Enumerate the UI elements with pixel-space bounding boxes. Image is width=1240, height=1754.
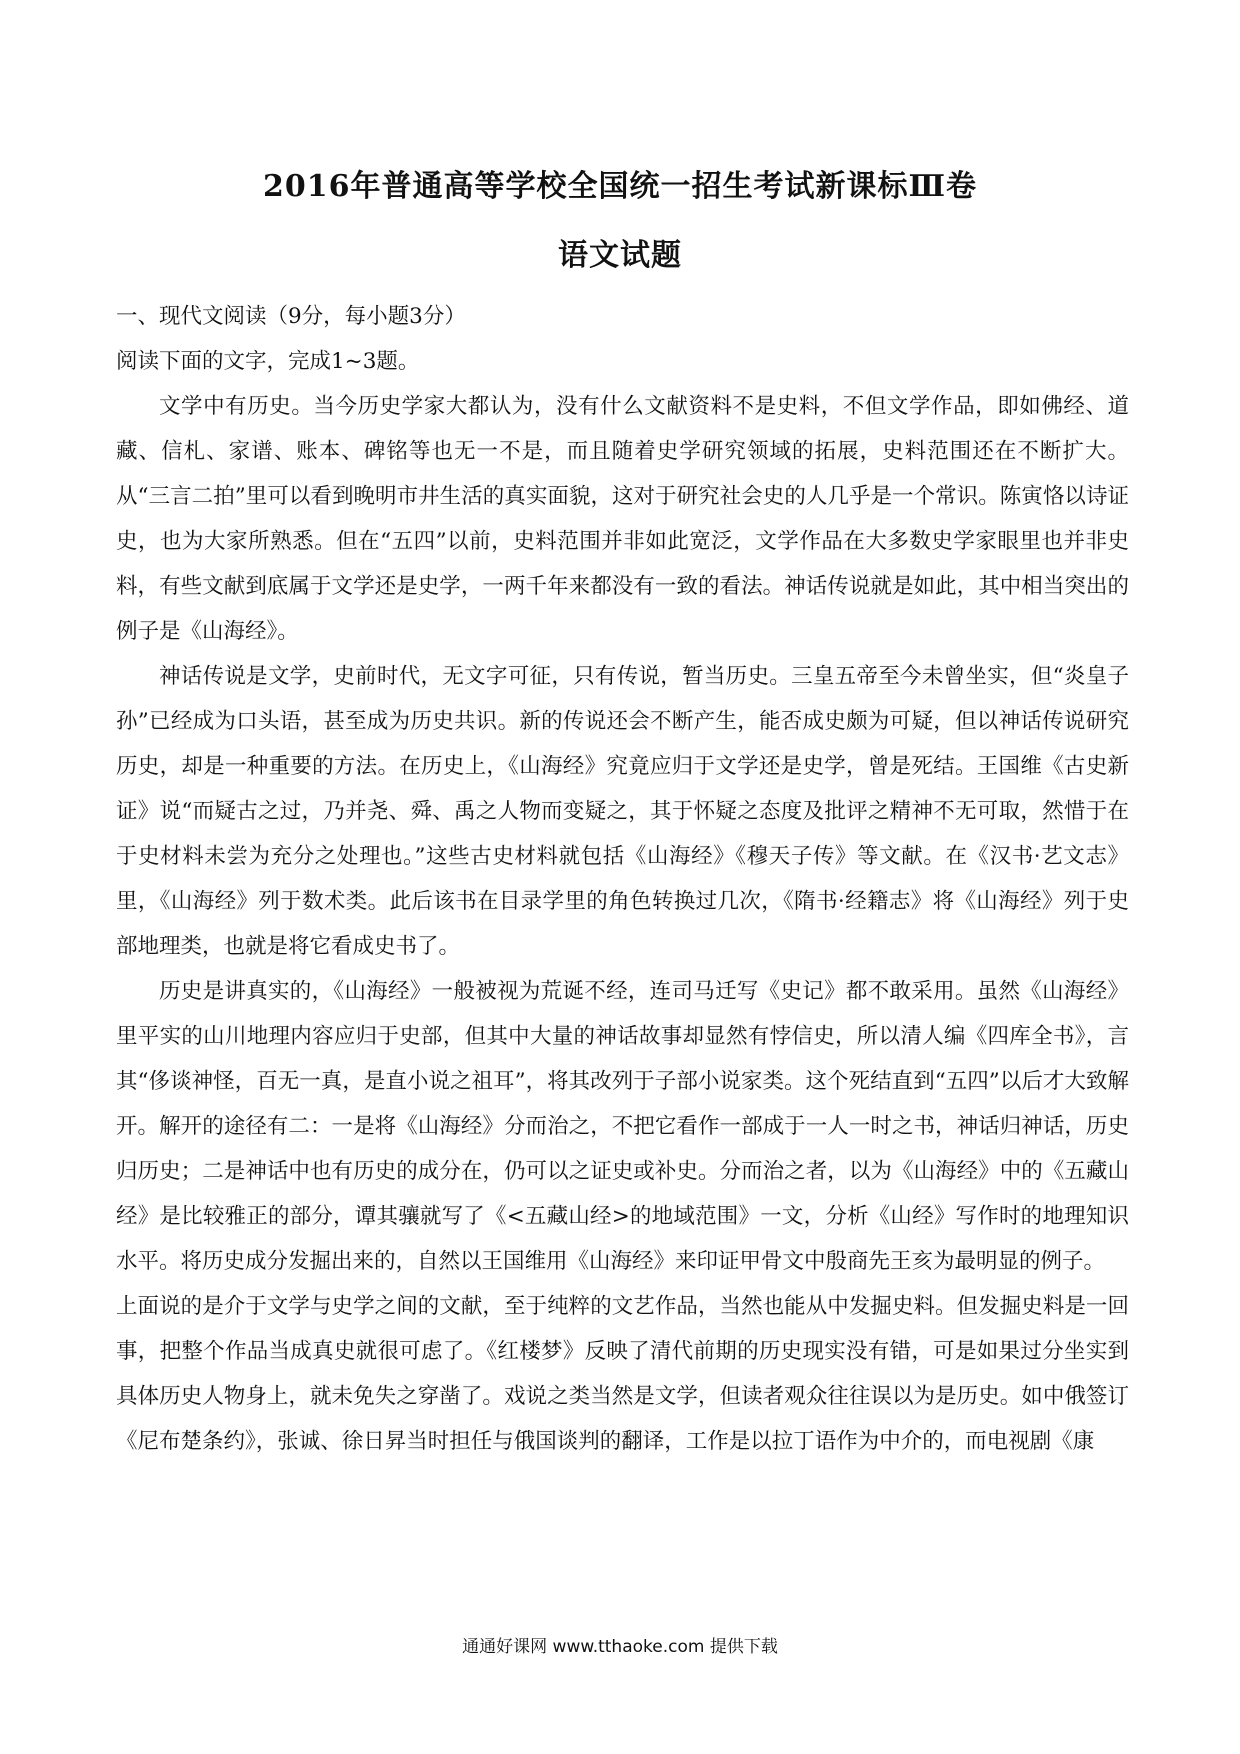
document-body [116,294,1129,1464]
section-heading: 一、现代文阅读（9分，每小题3分） [116,304,466,329]
page-footer: 通通好课网 www.tthaoke.com 提供下载 [462,1637,778,1657]
paragraph-3: 历史是讲真实的，《山海经》一般被视为荒诞不经，连司马迁写《史记》都不敢采用。虽然《山海经》里平实的山川地理内容应归于史部，但其中大量的神话故事却显然有悖信史，所以清人编《四库全书》，言其“侈谈神怪，百无一真，是直小说之祖耳”，将其改列于子部小说家类。这个死结直到“五四”以后才大致解开。解开的途径有二：一是将《山海经》分而治之，不把它看作一部成于一人一时之书，神话归神话，历史归历史；二是神话中也有历史的成分在，仍可以之证史或补史。分而治之者，以为《山海经》中的《五藏山经》是比较雅正的部分，谭其骧就写了《<五藏山经>的地域范围》一文，分析《山经》写作时的地理知识水平。将历史成分发掘出来的，自然以王国维用《山海经》来印证甲骨文中殷商先王亥为最明显的例子。 [116,979,1129,1274]
reading-instruction: 阅读下面的文字，完成1~3题。 [116,349,420,374]
paragraph-1: 文学中有历史。当今历史学家大都认为，没有什么文献资料不是史料，不但文学作品，即如佛经、道藏、信札、家谱、账本、碑铭等也无一不是，而且随着史学研究领域的拓展，史料范围还在不断扩大。从“三言二拍”里可以看到晚明市井生活的真实面貌，这对于研究社会史的人几乎是一个常识。陈寅恪以诗证史，也为大家所熟悉。但在“五四”以前，史料范围并非如此宽泛，文学作品在大多数史学家眼里也并非史料，有些文献到底属于文学还是史学，一两千年来都没有一致的看法。神话传说就是如此，其中相当突出的例子是《山海经》。 [116,394,1129,644]
paragraph-2: 神话传说是文学，史前时代，无文字可征，只有传说，暂当历史。三皇五帝至今未曾坐实，但“炎皇子孙”已经成为口头语，甚至成为历史共识。新的传说还会不断产生，能否成史颇为可疑，但以神话传说研究历史，却是一种重要的方法。在历史上，《山海经》究竟应归于文学还是史学，曾是死结。王国维《古史新证》说“而疑古之过，乃并尧、舜、禹之人物而变疑之，其于怀疑之态度及批评之精神不无可取，然惜于在于史材料未尝为充分之处理也。”这些古史材料就包括《山海经》《穆天子传》等文献。在《汉书·艺文志》里，《山海经》列于数术类。此后该书在目录学里的角色转换过几次，《隋书·经籍志》将《山海经》列于史部地理类，也就是将它看成史书了。 [116,664,1129,959]
document-title: 2016年普通高等学校全国统一招生考试新课标Ⅲ卷 [262,169,978,204]
paragraph-4: 上面说的是介于文学与史学之间的文献，至于纯粹的文艺作品，当然也能从中发掘史料。但发掘史料是一回事，把整个作品当成真史就很可虑了。《红楼梦》反映了清代前期的历史现实没有错，可是如果过分坐实到具体历史人物身上，就未免失之穿凿了。戏说之类当然是文学，但读者观众往往误以为是历史。如中俄签订《尼布楚条约》，张诚、徐日昇当时担任与俄国谈判的翻译，工作是以拉丁语作为中介的，而电视剧《康 [116,1294,1129,1454]
document-subtitle: 语文试题 [558,238,682,273]
